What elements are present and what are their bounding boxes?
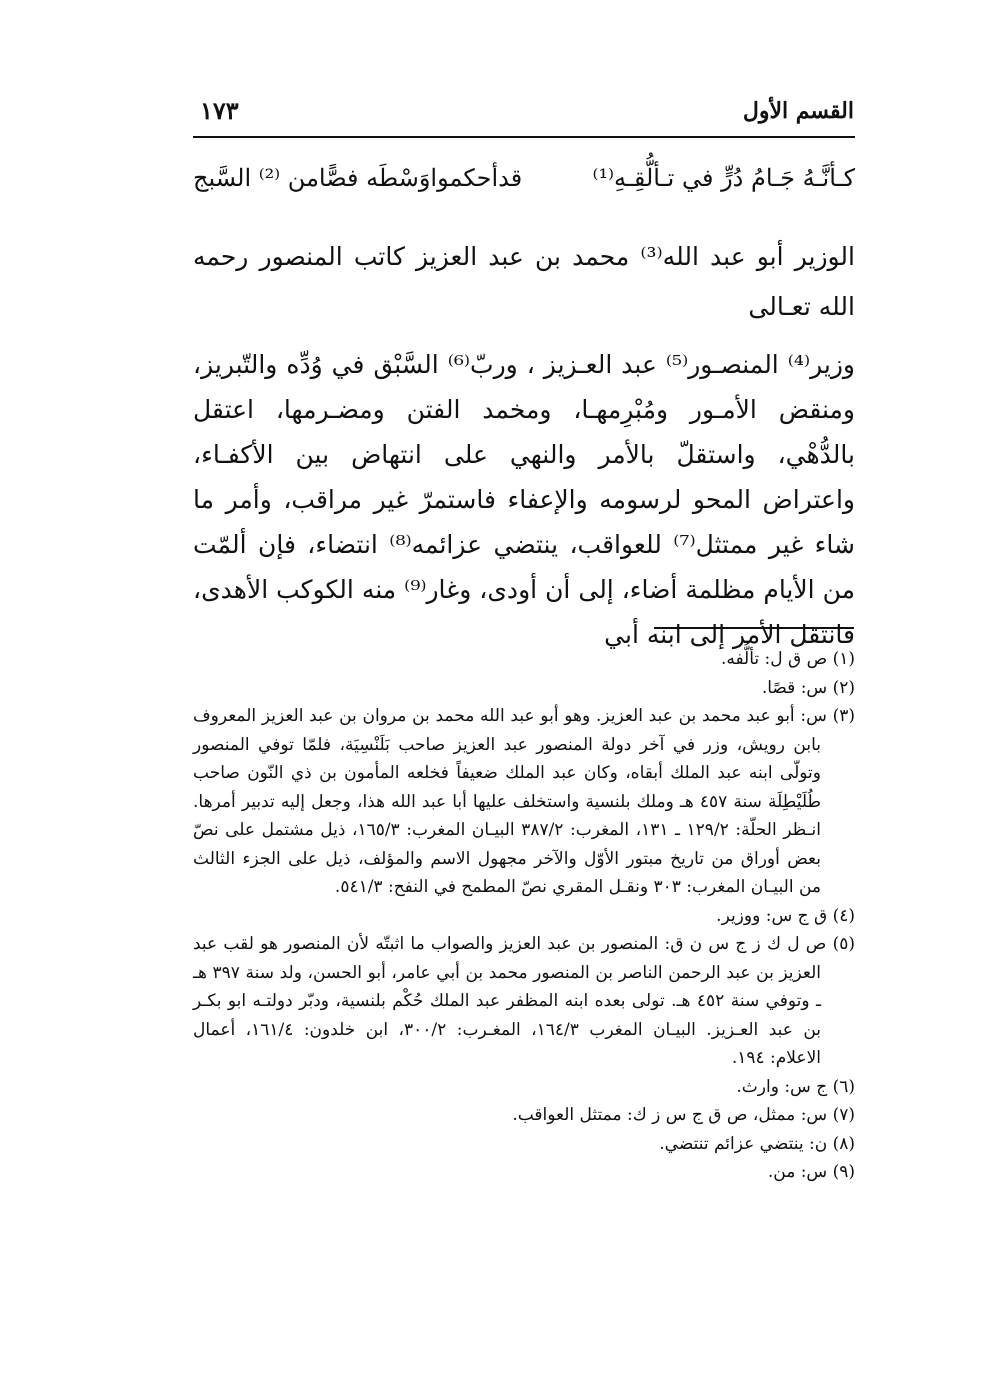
footnotes-list [193,645,855,1187]
footnote: (٩) س: من. [767,1162,855,1182]
running-title: القسم الأول [742,98,854,124]
footnote: (٢) س: قصًا. [761,677,855,698]
verse-hemistich-left: قدأحكمواوَسْطَه فصًّامن ⁽²⁾ السَّبج [193,164,523,192]
footnote: (٤) ق ج س: ووزير. [716,905,855,926]
footnote: (٧) س: ممثل، ص ق ج س ز ك: ممتثل العواقب. [512,1105,855,1125]
footnote: (٨) ن: ينتضي عزائم تنتضي. [659,1133,855,1154]
poetry-verse [193,164,855,192]
footnote: (١) ص ق ل: تألُّفه. [720,649,855,669]
footnote-separator [654,627,854,629]
body-paragraph: وزير⁽⁴⁾ المنصـور⁽⁵⁾ عبد العـزيز ، وربّ⁽⁶⁾ السَّبْق في وُدِّه والتّبريز، ومنقض الأمـور ومُبْرِمهـا، ومخمد الفتن ومضـرمها، اعتقل بالدُّهْي، واستقلّ بالأمر والنهي على انتهاض بين الأكفـاء، واعتراض المحو لرسومه والإعفاء فاستمرّ غير مراقب، وأمر ما شاء غير ممتثل⁽⁷⁾ للعواقب، ينتضي عزائمه⁽⁸⁾ انتضاء، فإن ألمّت من الأيام مظلمة أضاء، إلى أن أودى، وغار⁽⁹⁾ منه الكوكب الأهدى، فانتقل الأمر إلى ابنه أبي [193,350,855,649]
header-rule [193,136,855,138]
footnote: (٦) ج س: وارث. [736,1076,855,1097]
verse-hemistich-right: كـأنَّـهُ جَـامُ دُرٍّ في تـألُّقِـهِ⁽¹⁾ [592,164,855,192]
footnote: (٥) ص ل ك ز ج س ن ق: المنصور بن عبد العزيز والصواب ما اثبتّه لأن المنصور هو لقب عبد العزيز بن عبد الرحمن الناصر بن المنصور محمد بن أبي عامر، أبو الحسن، ولد سنة ٣٩٧ هـ ـ وتوفي سنة ٤٥٢ هـ. تولى بعده ابنه المظفر عبد الملك حُكْم بلنسية، ودبّر دولتـه ابو بكـر بن عبد العـزيز. البيـان المغرب ١٦٤/٣، المغـرب: ٣٠٠/٢، ابن خلدون: ١٦١/٤، أعمال الاعلام: ١٩٤. [193,934,855,1068]
footnote: (٣) س: أبو عبد محمد بن عبد العزيز. وهو أبو عبد الله محمد بن مروان بن عبد العزيز المعروف بابن رويش، وزر في آخر دولة المنصور عبد العزيز صاحب بَلَنْسِيَة، فلمّا توفي المنصور وتولّى ابنه عبد الملك أبقاه، وكان عبد الملك ضعيفاً فخلعه المأمون بن ذي النّون صاحب طُلَيْطِلَة سنة ٤٥٧ هـ وملك بلنسية واستخلف عليها أبا عبد الله هذا، وجعل إليه تدبير أمرها. انـظر الحلّة: ١٢٩/٢ ـ ١٣١، المغرب: ٣٨٧/٢ البيـان المغرب: ١٦٥/٣، ذيل مشتمل على نصّ بعض أوراق من تاريخ مبتور الأوّل والآخر مجهول الاسم والمؤلف، ذيل على الجزء الثالث من البيـان المغرب: ٣٠٣ ونقـل المقري نصّ المطمح في النفح: ٥٤١/٣. [193,706,855,897]
section-heading: الوزير أبو عبد الله⁽³⁾ محمد بن عبد العزيز كاتب المنصور رحمه الله تعـالى [193,242,855,321]
page-number: ١٧٣ [200,96,239,125]
